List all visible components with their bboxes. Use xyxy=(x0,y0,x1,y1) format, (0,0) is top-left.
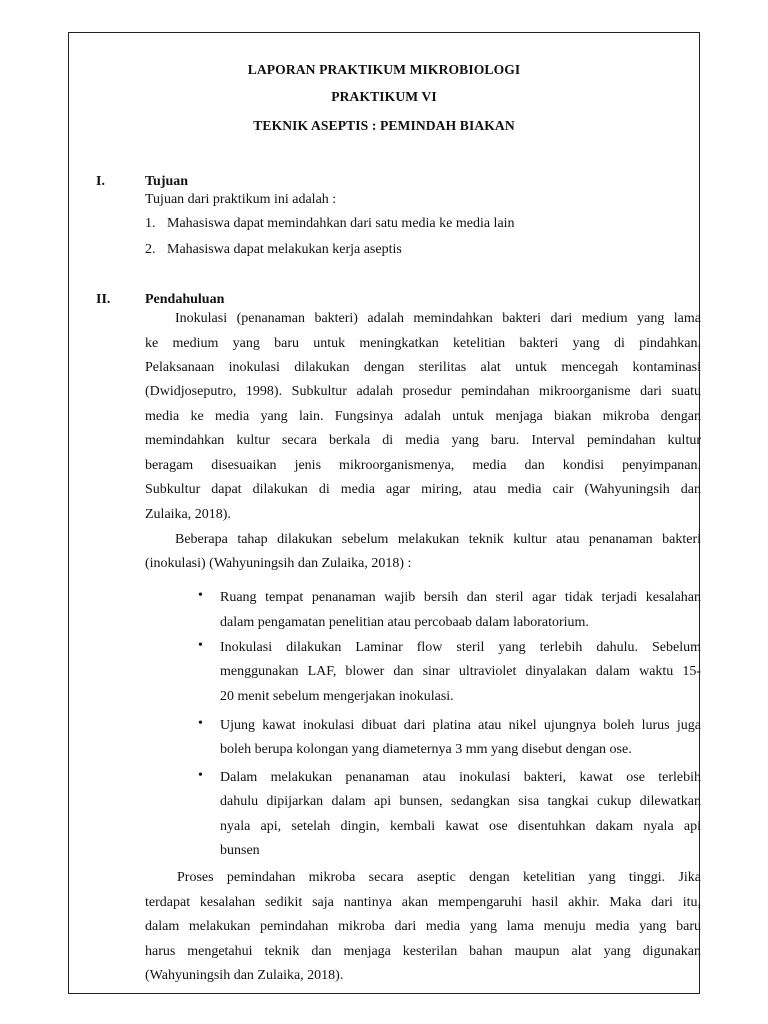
paragraph-1-line: Inokulasi (penanaman bakteri) adalah memindahkan bakteri dari medium yang lama xyxy=(175,311,701,326)
bullet-dot: • xyxy=(198,716,203,731)
bullet-line: menggunakan LAF, blower dan sinar ultraviolet dinyalakan dalam waktu 15- xyxy=(220,664,701,679)
bullet-line: Inokulasi dilakukan Laminar flow steril yang terlebih dahulu. Sebelum xyxy=(220,640,701,655)
paragraph-3-line: (Wahyuningsih dan Zulaika, 2018). xyxy=(145,968,344,983)
bullet-line: boleh berupa kolongan yang diameternya 3 mm yang disebut dengan ose. xyxy=(220,742,632,757)
bullet-line: Dalam melakukan penanaman atau inokulasi bakteri, kawat ose terlebih xyxy=(220,770,701,785)
bullet-line: Ujung kawat inokulasi dibuat dari platina atau nikel ujungnya boleh lurus juga xyxy=(220,718,701,733)
bullet-line: bunsen xyxy=(220,843,260,858)
bullet-dot: • xyxy=(198,588,203,603)
paragraph-1-line: media ke media yang lain. Fungsinya adalah untuk menjaga biakan mikroba dengan xyxy=(145,409,701,424)
paragraph-3-line: terdapat kesalahan sedikit saja nantinya akan mempengaruhi hasil akhir. Maka dari itu, xyxy=(145,895,701,910)
bullet-line: dahulu dipijarkan dalam api bunsen, sedangkan sisa tangkai cukup dilewatkan xyxy=(220,794,701,809)
paragraph-2-line: Beberapa tahap dilakukan sebelum melakukan teknik kultur atau penanaman bakteri xyxy=(175,532,701,547)
paragraph-3-line: Proses pemindahan mikroba secara aseptic dengan ketelitian yang tinggi. Jika xyxy=(177,870,701,885)
paragraph-1-line: beragam disesuaikan jenis mikroorganismenya, media dan kondisi penyimpanan. xyxy=(145,458,701,473)
paragraph-1-line: (Dwidjoseputro, 1998). Subkultur adalah prosedur pemindahan mikroorganisme dari suatu xyxy=(145,384,701,399)
section-1-intro: Tujuan dari praktikum ini adalah : xyxy=(145,192,337,207)
section-1-number: I. xyxy=(96,174,105,189)
bullet-dot: • xyxy=(198,638,203,653)
section-2-heading: Pendahuluan xyxy=(145,292,225,307)
list-item: Mahasiswa dapat memindahkan dari satu media ke media lain xyxy=(167,216,515,231)
paragraph-1-line: Zulaika, 2018). xyxy=(145,507,231,522)
bullet-line: Ruang tempat penanaman wajib bersih dan steril agar tidak terjadi kesalahan xyxy=(220,590,701,605)
bullet-line: 20 menit sebelum mengerjakan inokulasi. xyxy=(220,689,454,704)
paragraph-1-line: ke medium yang baru untuk meningkatkan ketelitian bakteri yang di pindahkan. xyxy=(145,336,701,351)
paragraph-1-line: memindahkan kultur secara berkala di media yang baru. Interval pemindahan kultur xyxy=(145,433,701,448)
practicum-number: PRAKTIKUM VI xyxy=(331,89,437,104)
list-item-number: 2. xyxy=(145,242,156,257)
paragraph-3-line: dalam melakukan pemindahan mikroba dari media yang lama menuju media yang baru xyxy=(145,919,701,934)
paragraph-2-line: (inokulasi) (Wahyuningsih dan Zulaika, 2018) : xyxy=(145,556,412,571)
section-1-heading: Tujuan xyxy=(145,174,189,189)
bullet-line: nyala api, setelah dingin, kembali kawat ose disentuhkan dakam nyala api xyxy=(220,819,701,834)
bullet-line: dalam pengamatan penelitian atau percobaab dalam laboratorium. xyxy=(220,615,589,630)
report-title: LAPORAN PRAKTIKUM MIKROBIOLOGI xyxy=(247,62,521,77)
paragraph-1-line: Subkultur dapat dilakukan di media agar miring, atau media cair (Wahyuningsih dan xyxy=(145,482,701,497)
paragraph-3-line: harus mengetahui teknik dan menjaga kesterilan bahan maupun alat yang digunakan xyxy=(145,944,701,959)
bullet-dot: • xyxy=(198,768,203,783)
paragraph-1-line: Pelaksanaan inokulasi dilakukan dengan sterilitas alat untuk mencegah kontaminasi xyxy=(145,360,701,375)
practicum-topic: TEKNIK ASEPTIS : PEMINDAH BIAKAN xyxy=(253,118,515,133)
list-item: Mahasiswa dapat melakukan kerja aseptis xyxy=(167,242,402,257)
section-2-number: II. xyxy=(96,292,111,307)
list-item-number: 1. xyxy=(145,216,156,231)
